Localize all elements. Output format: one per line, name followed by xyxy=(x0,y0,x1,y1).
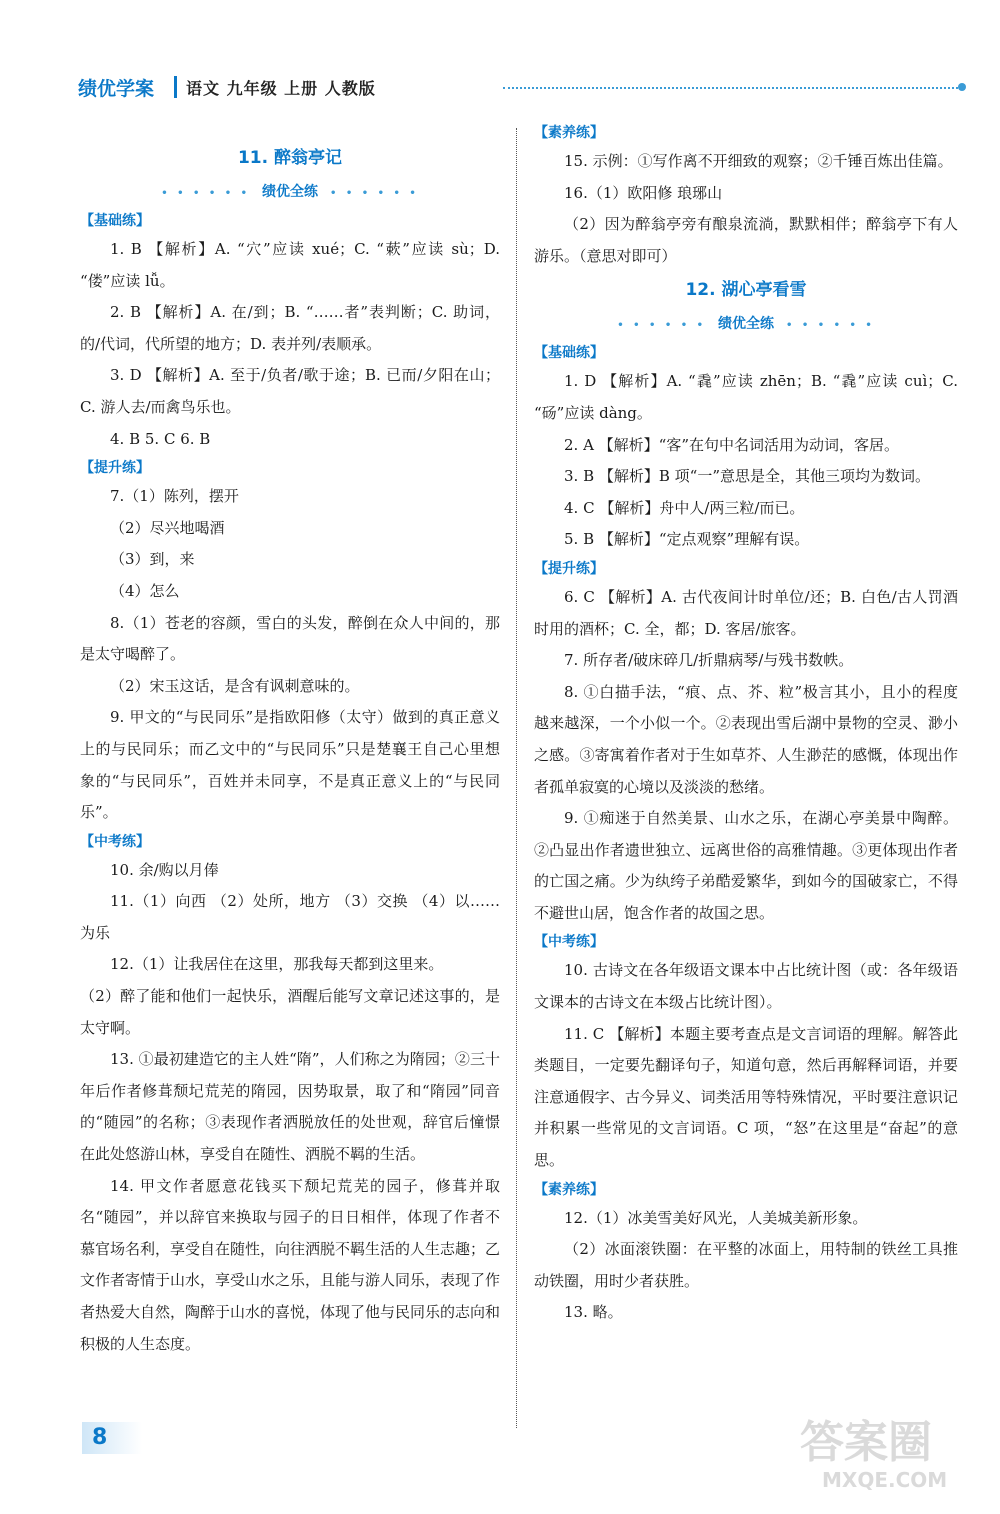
lesson-title: 12. 湖心亭看雪 xyxy=(685,280,807,301)
answer-item: 9. ①痴迷于自然美景、山水之乐，在湖心亭美景中陶醉。②凸显出作者遗世独立、远离世俗的高雅情趣。③更体现出作者的亡国之痛。少为纨绔子弟酷爱繁华，到如今的国破家亡，不得不避世山居，饱含作者的故国之思。 xyxy=(534,809,958,922)
answer-item: 15. 示例：①写作离不开细致的观察；②千锤百炼出佳篇。 xyxy=(564,152,953,170)
answer-item: 1. B 【解析】A. “穴”应读 xué；C. “蔌”应读 sù；D. “偻”应读 lǚ。 xyxy=(80,240,500,290)
tag-basic: 【基础练】 xyxy=(80,213,150,229)
banner-dots-left: • • • • • • xyxy=(617,320,706,332)
answer-item: 2. B 【解析】A. 在/到；B. “……者”表判断；C. 助词，的/代词，代所望的地方；D. 表并列/表顺承。 xyxy=(80,303,500,353)
answer-item: 6. C 【解析】A. 古代夜间计时单位/还；B. 白色/古人罚酒时用的酒杯；C. 全，都；D. 客居/旅客。 xyxy=(534,587,958,638)
banner-dots-right: • • • • • • xyxy=(330,188,419,199)
answer-item: 2. A 【解析】“客”在句中名词活用为动词，客居。 xyxy=(564,435,900,454)
answer-item: 5. B 【解析】“定点观察”理解有误。 xyxy=(564,530,810,549)
lesson-title: 11. 醉翁亭记 xyxy=(237,148,343,168)
section-banner xyxy=(80,176,500,208)
answer-item: 7.（1）陈列，摆开 xyxy=(110,487,239,506)
banner-dots-left: • • • • • • xyxy=(161,188,250,199)
answer-item: 3. D 【解析】A. 至于/负者/歌于途；B. 已而/夕阳在山；C. 游人去/而禽鸟乐也。 xyxy=(80,366,500,416)
answer-item: 13. 略。 xyxy=(564,1303,623,1322)
answer-item: （2）醉了能和他们一起快乐，酒醒后能写文章记述这事的，是太守啊。 xyxy=(80,987,500,1037)
answer-item: 8.（1）苍老的容颜，雪白的头发，醉倒在众人中间的，那是太守喝醉了。 xyxy=(80,613,500,664)
answer-item: 8. ①白描手法，“痕、点、芥、粒”极言其小，且小的程度越来越深，一个小似一个。②表现出雪后湖中景物的空灵、渺小之感。③寄寓着作者对于生如草芥、人生渺茫的感慨，体现出作者孤单寂寞的心境以及淡淡的愁绪。 xyxy=(534,682,958,796)
answer-item: 9. 甲文的“与民同乐”是指欧阳修（太守）做到的真正意义上的与民同乐；而乙文中的“与民同乐”只是楚襄王自己心里想象的“与民同乐”，百姓并未同享，不是真正意义上的“与民同乐”。 xyxy=(80,708,500,822)
watermark-url: MXQE.COM xyxy=(822,1468,948,1492)
answer-item: 16.（1）欧阳修 琅琊山 xyxy=(564,183,723,202)
answer-item: 13. ①最初建造它的主人姓“隋”，人们称之为隋园；②三十年后作者修葺颓圮荒芜的隋园，因势取景，取了和“隋园”同音的“随园”的名称；③表现作者洒脱放任的处世观，辞官后憧憬在此处悠游山林，享受自在随性、洒脱不羁的生活。 xyxy=(80,1050,500,1164)
answer-item: 14. 甲文作者愿意花钱买下颓圮荒芜的园子，修葺并取名“随园”，并以辞官来换取与园子的日日相伴，体现了作者不慕官场名利，享受自在随性，向往洒脱不羁生活的人生志趣；乙文作者寄情于山水，享受山水之乐，且能与游人同乐，表现了作者热爱大自然，陶醉于山水的喜悦，体现了他与民同乐的志向和积极的人生态度。 xyxy=(80,1176,501,1353)
tag-quality: 【素养练】 xyxy=(534,1181,604,1198)
tag-basic: 【基础练】 xyxy=(534,345,604,362)
tag-exam: 【中考练】 xyxy=(534,934,604,951)
answer-item: 11.（1）向西 （2）处所，地方 （3）交换 （4）以……为乐 xyxy=(80,892,500,942)
answer-item: 11. C 【解析】本题主要考查点是文言词语的理解。解答此类题目，一定要先翻译句子，知道句意，然后再解释词语，并要注意通假字、古今异义、词类活用等特殊情况，平时要注意识记并积累一些常见的文言词语。C 项，“怒”在这里是“奋起”的意思。 xyxy=(534,1024,958,1170)
answer-item: 3. B 【解析】B 项“一”意思是全，其他三项均为数词。 xyxy=(564,467,931,486)
column-divider xyxy=(516,128,517,1428)
answer-item: （2）冰面滚铁圈：在平整的冰面上，用特制的铁丝工具推动铁圈，用时少者获胜。 xyxy=(534,1240,958,1290)
banner-dots-right: • • • • • • xyxy=(786,320,875,332)
answer-item: （3）到，来 xyxy=(110,550,195,569)
answer-item: 12.（1）让我居住在这里，那我每天都到这里来。 xyxy=(110,955,444,974)
page-header xyxy=(78,68,968,108)
header-rule-dot xyxy=(958,83,966,91)
page-number: 8 xyxy=(92,1425,108,1450)
tag-exam: 【中考练】 xyxy=(80,833,150,850)
brand-logo: 绩优学案 xyxy=(78,78,155,100)
answer-item: 10. 古诗文在各年级语文课本中占比统计图（或：各年级语文课本的古诗文在本级占比统计图）。 xyxy=(534,961,958,1012)
book-subtitle: 语文 九年级 上册 人教版 xyxy=(186,79,376,98)
left-column xyxy=(80,140,500,1360)
answer-item: 12.（1）冰美雪美好风光，人美城美新形象。 xyxy=(564,1208,868,1227)
header-rule xyxy=(503,87,958,89)
right-column xyxy=(534,120,958,1329)
section-label: 绩优全练 xyxy=(262,184,318,200)
section-label: 绩优全练 xyxy=(718,316,774,333)
answer-item: （4）怎么 xyxy=(110,581,180,600)
answer-item: 1. D 【解析】A. “毳”应读 zhēn；B. “毳”应读 cuì；C. “砀”应读 dàng。 xyxy=(534,372,958,422)
answer-item: 4. B 5. C 6. B xyxy=(110,429,211,448)
answer-item: （2）因为醉翁亭旁有酿泉流淌，默默相伴；醉翁亭下有人游乐。（意思对即可） xyxy=(534,215,958,265)
watermark-logo-text: 答案圈 xyxy=(800,1417,932,1468)
tag-advance: 【提升练】 xyxy=(80,460,150,477)
answer-item: （2）尽兴地喝酒 xyxy=(110,518,225,537)
brand-divider xyxy=(174,76,177,98)
answer-item: 4. C 【解析】舟中人/两三粒/而已。 xyxy=(564,498,805,517)
answer-item: （2）宋玉这话，是含有讽刺意味的。 xyxy=(110,676,360,695)
section-banner xyxy=(534,308,958,340)
page-number-background xyxy=(82,1422,142,1454)
watermark-logo xyxy=(790,1400,980,1500)
answer-item: 7. 所存者/破床碎几/折鼎病琴/与残书数帙。 xyxy=(564,651,854,670)
tag-quality: 【素养练】 xyxy=(534,125,604,141)
tag-advance: 【提升练】 xyxy=(534,560,604,577)
answer-item: 10. 余/购以月俸 xyxy=(110,860,219,879)
